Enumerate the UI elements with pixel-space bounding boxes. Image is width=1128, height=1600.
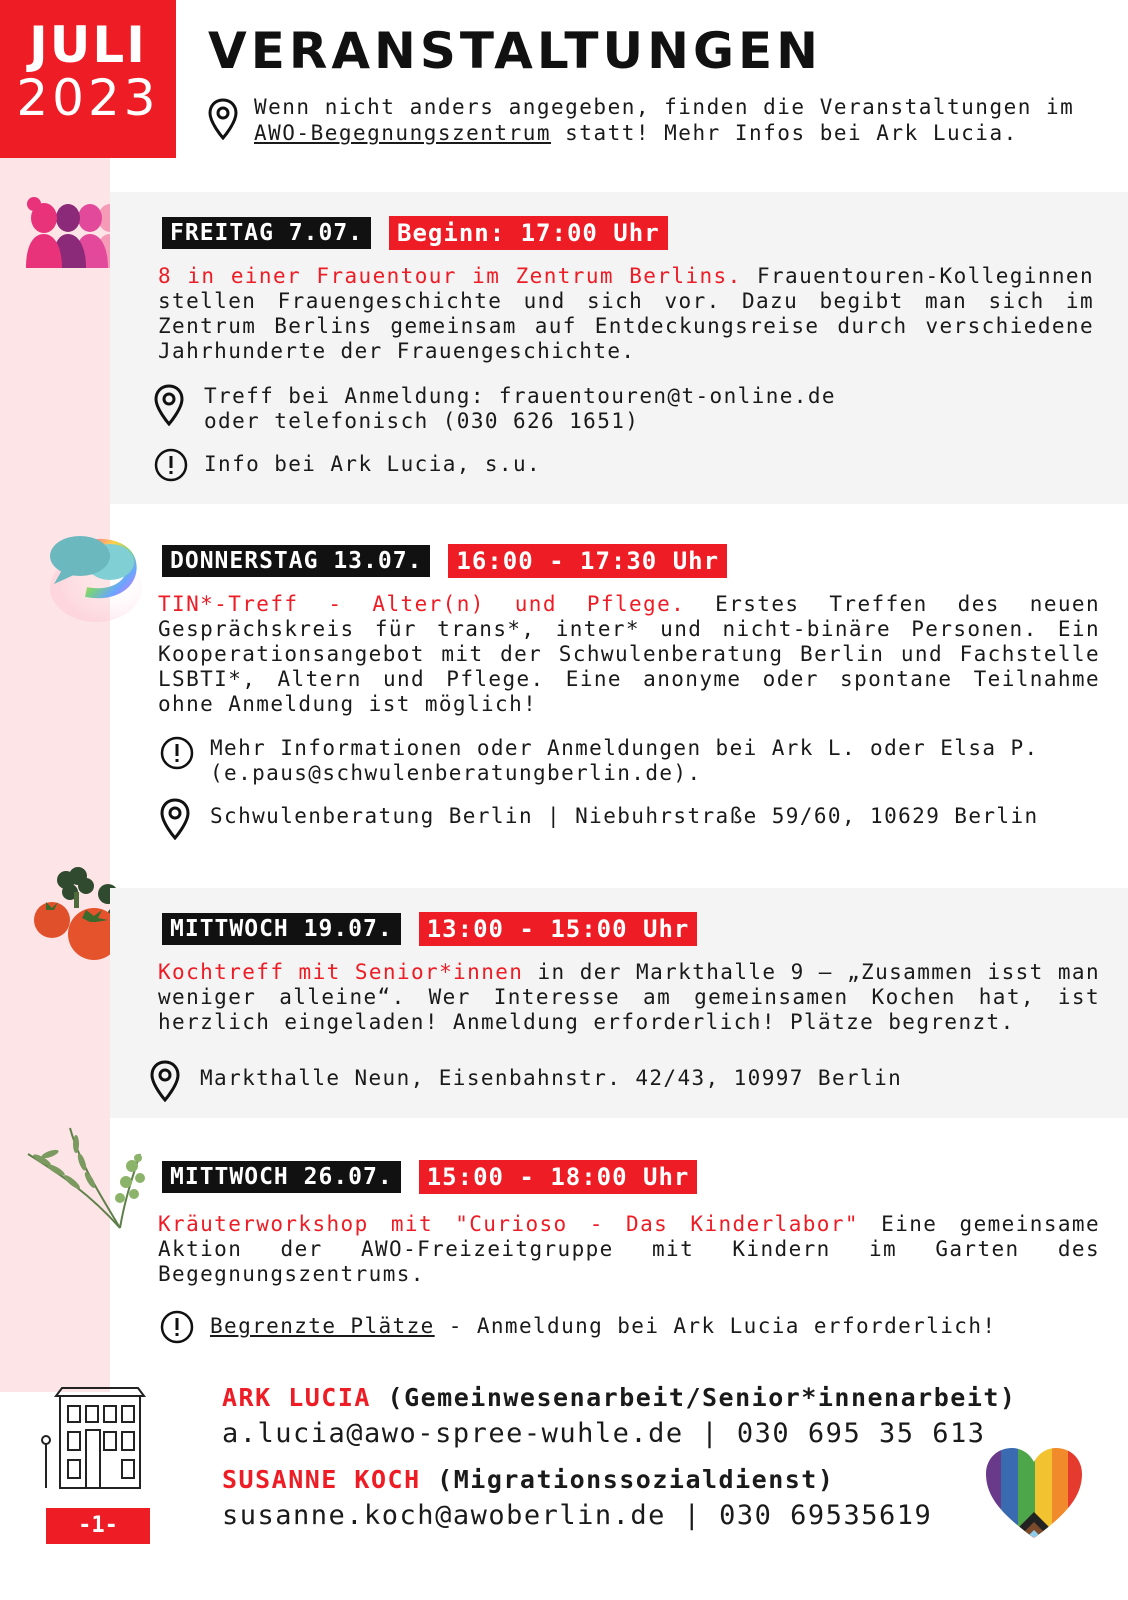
info-text: - Anmeldung bei Ark Lucia erforderlich! [434,1314,997,1338]
contact-name-2: SUSANNE KOCH (Migrationssozialdienst) [222,1465,835,1494]
page-number: -1- [46,1508,150,1544]
event-description [158,1212,1100,1287]
event-card-4 [110,1140,1128,1380]
event-highlight: 8 in einer Frauentour im Zentrum Berlins. [158,264,742,288]
event-description [158,960,1100,1035]
location-text: Schwulenberatung Berlin | Niebuhrstraße 59/60, 10629 Berlin [210,804,1039,828]
info-link[interactable]: Begrenzte Plätze [210,1314,435,1338]
info-line-2: (e.paus@schwulenberatungberlin.de). [210,761,702,785]
location-pin-icon [154,384,184,426]
location-text: Markthalle Neun, Eisenbahnstr. 42/43, 10997 Berlin [200,1066,903,1090]
intro-link[interactable]: AWO-Begegnungszentrum [254,121,552,145]
intro-text-pre: Wenn nicht anders angegeben, finden die Veranstaltungen im [254,95,1075,119]
location-line-1: Treff bei Anmeldung: frauentouren@t-online.de [204,384,836,408]
location-pin-icon [150,1060,180,1102]
exclamation-icon [160,1310,194,1344]
month-badge [0,0,176,158]
event-time: 16:00 - 17:30 Uhr [448,544,727,578]
event-location [150,1066,902,1091]
event-info [160,1314,996,1339]
contact-name-1: ARK LUCIA (Gemeinwesenarbeit/Senior*innenarbeit) [222,1383,1017,1412]
intro [208,94,1088,146]
location-pin-icon [208,98,238,140]
info-text: Info bei Ark Lucia, s.u. [204,452,542,476]
event-info [154,452,541,477]
event-time: 13:00 - 15:00 Uhr [419,912,698,946]
exclamation-icon [160,736,194,770]
event-description [158,592,1100,717]
exclamation-icon [154,448,188,482]
event-card-2 [110,520,1128,860]
event-location [160,804,1039,829]
contacts [222,1380,1016,1544]
event-text: Frauentouren-Kolleginnen stellen Frauengeschichte und sich vor. Dazu begibt man sich im Zentrum Berlins gemeinsam auf Entdeckungsreise durch verschiedene Jahrhunderte der Frauengeschichte. [158,264,1095,363]
contact-details-2[interactable]: susanne.koch@awoberlin.de | 030 69535619 [222,1500,933,1531]
event-text: Eine gemeinsame Aktion der AWO-Freizeitgruppe mit Kindern im Garten des Begegnungszentrums. [158,1212,1100,1286]
event-highlight: TIN*-Treff - Alter(n) und Pflege. [158,592,686,616]
event-time: Beginn: 17:00 Uhr [389,216,668,250]
event-description [158,264,1094,364]
event-highlight: Kräuterworkshop mit "Curioso - Das Kinderlabor" [158,1212,859,1236]
contact-details-1[interactable]: a.lucia@awo-spree-wuhle.de | 030 695 35 613 [222,1418,986,1449]
event-text: in der Markthalle 9 – „Zusammen isst man weniger alleine“. Wer Interesse am gemeinsamen Kochen hat, ist herzlich eingeladen! Anmeldung erforderlich! Plätze begrenzt. [158,960,1100,1034]
location-pin-icon [160,798,190,840]
event-text: Erstes Treffen des neuen Gesprächskreis für trans*, inter* und nicht-binäre Personen. Ein Kooperationsangebot mit der Schwulenberatung Berlin und Fachstelle LSBTI*, Altern und Pflege. Eine anonyme oder spontane Teilnahme ohne Anmeldung ist möglich! [158,592,1100,716]
progress-pride-heart-icon [984,1446,1084,1542]
month-label: JULI [29,16,147,74]
info-line-1: Mehr Informationen oder Anmeldungen bei Ark L. oder Elsa P. [210,736,1039,760]
intro-text-post: statt! Mehr Infos bei Ark Lucia. [551,121,1018,145]
event-day: FREITAG 7.07. [162,217,371,249]
event-info [160,736,1039,786]
year-label: 2023 [16,69,160,127]
page-title: VERANSTALTUNGEN [208,22,823,80]
event-card-3 [110,888,1128,1118]
location-line-2: oder telefonisch (030 626 1651) [204,409,640,433]
event-location [154,384,836,434]
event-day: MITTWOCH 19.07. [162,913,401,945]
event-day: MITTWOCH 26.07. [162,1161,401,1193]
building-icon [40,1384,148,1494]
event-card-1 [110,192,1128,504]
event-highlight: Kochtreff mit Senior*innen [158,960,524,984]
event-time: 15:00 - 18:00 Uhr [419,1160,698,1194]
event-day: DONNERSTAG 13.07. [162,545,430,577]
